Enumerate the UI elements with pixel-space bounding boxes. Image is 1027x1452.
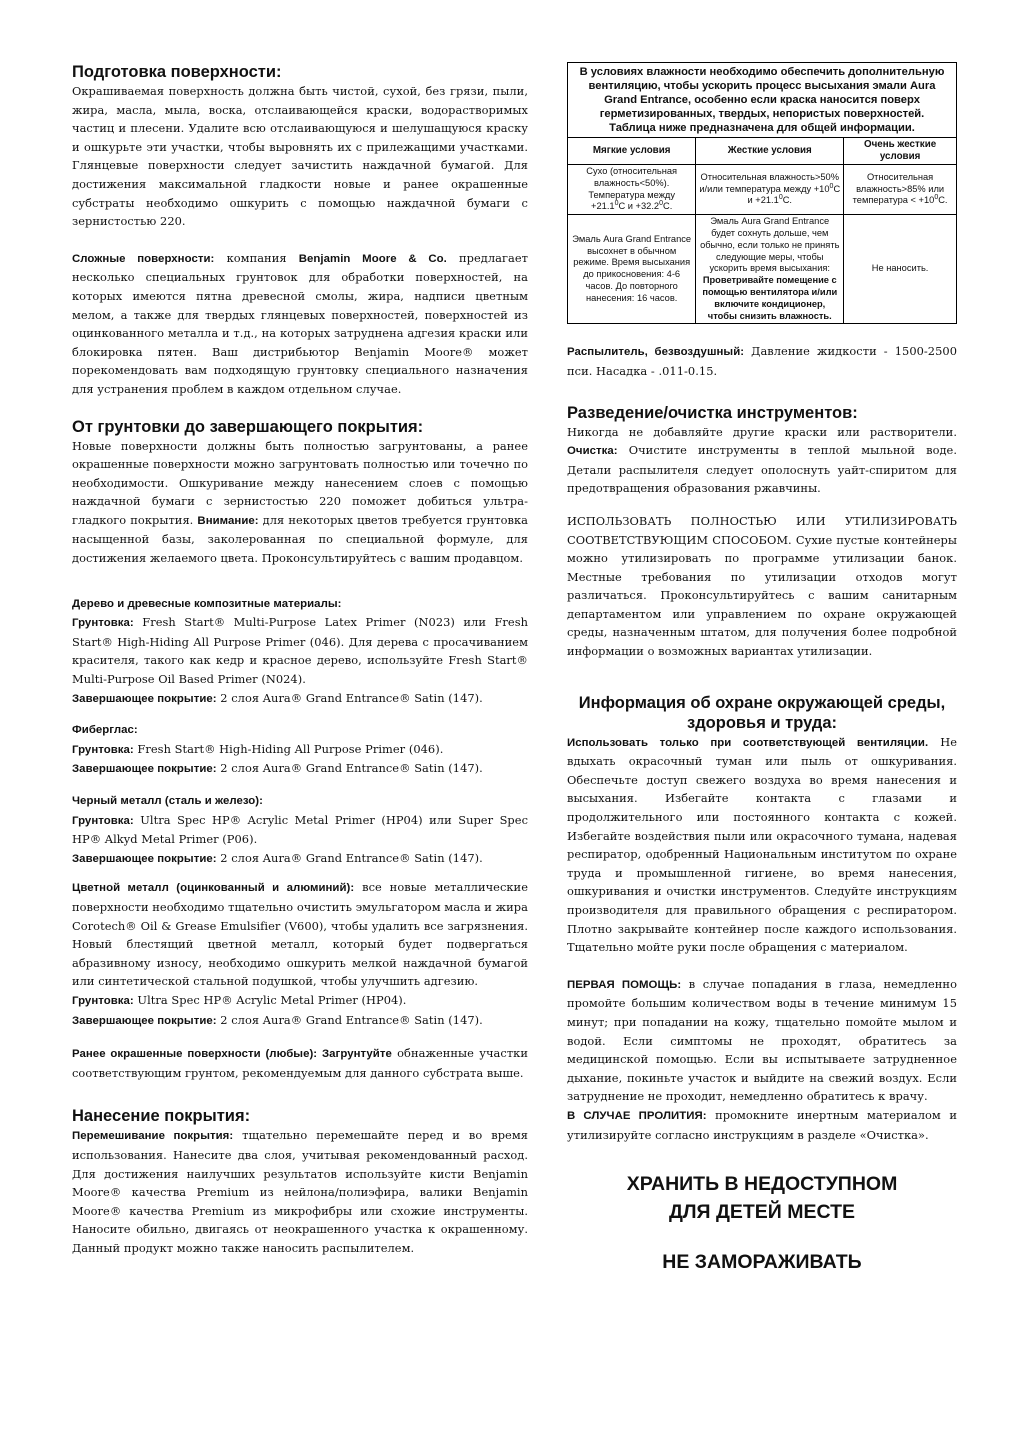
col-mild: Мягкие условия bbox=[568, 138, 696, 165]
wood-primer-label: Грунтовка: bbox=[72, 617, 134, 630]
right-column bbox=[567, 62, 957, 1276]
black-metal-heading bbox=[72, 791, 528, 811]
cell-mild-result: Эмаль Aura Grand Entrance высохнет в обычном режиме. Время высыхания до прикосновения: 4-6 часов. До повторного нанесения: 16 часов. bbox=[568, 215, 696, 324]
cell-text: С. bbox=[938, 195, 948, 206]
primer-to-finish-text-b: для некоторых цветов требуется грунтовка насыщенной базы, заколерованная по специальной формуле, для достижения желаемого цвета. Проконсультируйтесь с вашим продавцом. bbox=[72, 512, 528, 566]
degree-mark: 0 bbox=[829, 182, 834, 190]
do-not-freeze: НЕ ЗАМОРАЖИВАТЬ bbox=[662, 1251, 862, 1274]
col-harsh: Жесткие условия bbox=[696, 138, 844, 165]
application-text: тщательно перемешайте перед и во время использования. Нанесите два слоя, учитывая рекомендованный расход. Для достижения наилучших результатов используйте кисти Benjamin Moore® качества Premium из нейлона/полиэфира, валики Benjamin Moore® качества Premium из микрофибры или схожие инструменты. Наносите обильно, двигаясь от неокрашенного участка к окрашенному. Данный продукт можно также наносить распылителем. bbox=[72, 1128, 528, 1255]
section-first-aid bbox=[567, 975, 957, 1144]
previously-painted-paragraph bbox=[72, 1044, 528, 1082]
company-name: Benjamin Moore & Co. bbox=[298, 252, 447, 265]
color-metal-finish-label: Завершающее покрытие: bbox=[72, 1014, 217, 1027]
previously-painted-text: обнаженные участки соответствующим грунтом, рекомендуемым для данного субстрата выше. bbox=[72, 1046, 528, 1080]
previously-painted-bold: Загрунтуйте bbox=[317, 1048, 392, 1061]
cleanup-heading: Разведение/очистка инструментов: bbox=[567, 403, 858, 422]
cell-bold-text: Проветривайте помещение с помощью вентилятора и/или включите кондиционер, чтобы снизить влажность. bbox=[702, 275, 838, 321]
primer-to-finish-heading: От грунтовки до завершающего покрытия: bbox=[72, 417, 424, 436]
left-column bbox=[72, 62, 528, 1257]
surface-prep-text: Окрашиваемая поверхность должна быть чистой, сухой, без грязи, пыли, жира, масла, мыла, воска, отслаивающейся краски, водорастворимых частиц и плесени. Удалите всю отслаивающуюся и шелушащуюся краску и ошкурьте эти участки, чтобы выровнять их с прилежащими участками. Глянцевые поверхности следует зачистить наждачной бумагой. Для достижения максимальной гладкости новые и ранее окрашенные субстраты необходимо ошкурить с помощью наждачной бумаги с зернистостью 220. bbox=[72, 84, 528, 229]
warning-block bbox=[567, 1170, 957, 1276]
section-disposal bbox=[567, 512, 957, 661]
first-aid-text: в случае попадания в глаза, немедленно промойте большим количеством воды в течение минимум 15 минут; при попадании на кожу, тщательно помойте мылом и водой. Если симптомы не проходят, обратитесь за медицинской помощью. Если вы испытываете затрудненное дыхание, покиньте участок и выйдите на свежий воздух. Если затруднение не проходит, немедленно обратитесь к врачу. bbox=[567, 976, 957, 1104]
cell-mild-conditions bbox=[568, 165, 696, 215]
color-metal-finish-text: 2 слоя Aura® Grand Entrance® Satin (147). bbox=[216, 1012, 483, 1027]
degree-mark: 0 bbox=[659, 200, 663, 208]
environment-heading: Информация об охране окружающей среды, здоровья и труда: bbox=[578, 693, 946, 732]
ventilation-label: Использовать только при соответствующей вентиляции. bbox=[567, 736, 929, 749]
disposal-text: ИСПОЛЬЗОВАТЬ ПОЛНОСТЬЮ ИЛИ УТИЛИЗИРОВАТЬ СООТВЕТСТВУЮЩИМ СПОСОБОМ. Сухие пустые контейнеры можно утилизировать по программе утилизации банок. Местные требования по утилизации отходов могут различаться. Проконсультируйтесь с вашим санитарным департаментом или управлением по охране окружающей среды, назначенным штатом, для получения более подробной информации о возможных вариантах утилизации. bbox=[567, 513, 957, 659]
wood-primer-text: Fresh Start® Multi-Purpose Latex Primer (N023) или Fresh Start® High-Hiding All Purpose Primer (046). Для дерева с просачиванием красителя, такого как кедр и красное дерево, используйте Fresh Start® Multi-Purpose Oil Based Primer (N024). bbox=[72, 615, 528, 687]
table-header-note: В условиях влажности необходимо обеспечить дополнительную вентиляцию, чтобы ускорить процесс высыхания эмали Aura Grand Entrance, особенно если краска наносится поверх герметизированных, твердых, непористых поверхностей. Таблица ниже предназначена для общей информации. bbox=[568, 63, 957, 138]
spill-label: В СЛУЧАЕ ПРОЛИТИЯ: bbox=[567, 1109, 707, 1122]
color-metal-title: Цветной металл (оцинкованный и алюминий): bbox=[72, 882, 355, 895]
fiberglass-title: Фиберглас: bbox=[72, 724, 138, 737]
section-color-metal bbox=[72, 878, 528, 1030]
table-column-headers bbox=[568, 138, 957, 165]
cell-text: С и +21.1 bbox=[747, 183, 841, 206]
section-surface-prep bbox=[72, 62, 528, 231]
color-metal-paragraph bbox=[72, 878, 528, 991]
primer-to-finish-paragraph bbox=[72, 437, 528, 568]
cell-very-harsh-conditions bbox=[844, 165, 957, 215]
wood-finish bbox=[72, 689, 528, 709]
cell-harsh-result bbox=[696, 215, 844, 324]
application-paragraph bbox=[72, 1126, 528, 1257]
black-metal-title: Черный металл (сталь и железо): bbox=[72, 795, 263, 807]
color-metal-primer-label: Грунтовка: bbox=[72, 994, 134, 1007]
color-metal-primer-text: Ultra Spec HP® Acrylic Metal Primer (HP04). bbox=[133, 992, 407, 1007]
black-metal-finish-text: 2 слоя Aura® Grand Entrance® Satin (147). bbox=[216, 850, 483, 865]
section-wood bbox=[72, 594, 528, 709]
humidity-table bbox=[567, 62, 957, 324]
environment-text: Не вдыхать окрасочный туман или пыль от ошкуривания. Обеспечьте доступ свежего воздуха во время нанесения и высыхания. Избегайте контакта с глазами и продолжительного или постоянного контакта с кожей. Избегайте воздействия пыли или окрасочного тумана, надевая респиратор, одобренный Национальным институтом по охране труда и промышленной гигиене, во время нанесения, ошкуривания и очистки инструментов. Следуйте инструкциям производителя для правильного обращения с респиратором. Плотно закрывайте контейнер после каждого использования. Тщательно мойте руки после обращения с материалом. bbox=[567, 734, 957, 955]
spill-paragraph bbox=[567, 1106, 957, 1144]
degree-mark: 0 bbox=[934, 194, 939, 202]
section-primer-to-finish bbox=[72, 417, 528, 568]
table-header-row bbox=[568, 63, 957, 138]
sprayer-label: Распылитель, безвоздушный: bbox=[567, 346, 745, 359]
fiberglass-finish bbox=[72, 759, 528, 779]
mixing-label: Перемешивание покрытия: bbox=[72, 1130, 234, 1143]
first-aid-paragraph bbox=[567, 975, 957, 1106]
spill-text: промокните инертным материалом и утилизируйте согласно инструкциям в разделе «Очистка». bbox=[567, 1107, 957, 1142]
fiberglass-primer-label: Грунтовка: bbox=[72, 743, 134, 756]
cell-text: Эмаль Aura Grand Entrance будет сохнуть дольше, чем обычно, если только не принять следующие меры, чтобы ускорить время высыхания: bbox=[700, 216, 840, 274]
wood-finish-text: 2 слоя Aura® Grand Entrance® Satin (147). bbox=[216, 690, 483, 705]
color-metal-primer bbox=[72, 991, 528, 1011]
degree-mark: 0 bbox=[614, 200, 619, 208]
cell-text: Сухо (относительная влажность<50%). Температура между +21.1 bbox=[586, 166, 678, 212]
section-previously-painted bbox=[72, 1044, 528, 1082]
section-cleanup bbox=[567, 403, 957, 498]
wood-title: Дерево и древесные композитные материалы: bbox=[72, 597, 342, 610]
black-metal-finish-label: Завершающее покрытие: bbox=[72, 852, 217, 865]
col-very-harsh: Очень жесткие условия bbox=[844, 138, 957, 165]
cell-text: С. bbox=[782, 195, 793, 206]
section-application bbox=[72, 1106, 528, 1257]
table-row bbox=[568, 165, 957, 215]
black-metal-primer-text: Ultra Spec HP® Acrylic Metal Primer (HP04) или Super Spec HP® Alkyd Metal Primer (P06). bbox=[72, 812, 528, 847]
fiberglass-primer-text: Fresh Start® High-Hiding All Purpose Primer (046). bbox=[133, 741, 444, 756]
cell-text: Относительная влажность>85% или температура < +10 bbox=[852, 171, 945, 206]
color-metal-finish bbox=[72, 1011, 528, 1031]
surface-prep-heading: Подготовка поверхности: bbox=[72, 63, 282, 81]
cell-very-harsh-result: Не наносить. bbox=[844, 215, 957, 324]
fiberglass-heading bbox=[72, 720, 528, 740]
cell-text: Относительная влажность>50% и/или температура между +10 bbox=[699, 171, 839, 194]
primer-to-finish-text-a: Новые поверхности должны быть полностью загрунтованы, а ранее окрашенные поверхности можно загрунтовать полностью или точечно по необходимости. Ошкуривание между нанесением слоев с помощью наждачной бумаги с зернистостью 220 поможет добиться ультра-гладкого покрытия. bbox=[72, 438, 528, 527]
cleanup-paragraph bbox=[567, 423, 957, 498]
section-fiberglass bbox=[72, 720, 528, 779]
degree-mark: 0 bbox=[778, 194, 783, 202]
sprayer-text: Давление жидкости - 1500-2500 пси. Насадка - .011-0.15. bbox=[567, 344, 958, 378]
complex-surfaces-text-b: предлагает несколько специальных грунтовок для обработки поверхностей, на которых имеются пятна древесной смолы, жира, надписи цветным мелом, а также для твердых глянцевых поверхностей, поверхностей из оцинкованного металла и т.д., на которых затруднена адгезия краски или блокировка пятен. Ваш дистрибьютор Benjamin Moore® может порекомендовать вам подходящую грунтовку специального назначения для устранения проблем в каждом отдельном случае. bbox=[72, 250, 528, 396]
keep-away-from-children: ХРАНИТЬ В НЕДОСТУПНОМ ДЛЯ ДЕТЕЙ МЕСТЕ bbox=[626, 1173, 898, 1224]
cell-text: С и +32.2 bbox=[618, 201, 660, 212]
cleaning-label: Очистка: bbox=[567, 445, 618, 458]
cleanup-text-b: Очистите инструменты в теплой мыльной воде. Детали распылителя следует ополоснуть уайт-спиритом для предотвращения образования ржавчины. bbox=[567, 443, 957, 496]
previously-painted-title: Ранее окрашенные поверхности (любые): bbox=[72, 1048, 318, 1061]
section-complex-surfaces bbox=[72, 249, 528, 399]
cell-harsh-conditions bbox=[696, 165, 844, 215]
section-sprayer bbox=[567, 342, 957, 380]
wood-primer bbox=[72, 613, 528, 688]
wood-finish-label: Завершающее покрытие: bbox=[72, 692, 217, 705]
black-metal-primer-label: Грунтовка: bbox=[72, 814, 134, 827]
fiberglass-finish-text: 2 слоя Aura® Grand Entrance® Satin (147). bbox=[216, 761, 483, 776]
table-row bbox=[568, 215, 957, 324]
attention-label: Внимание: bbox=[197, 514, 259, 527]
cell-text: С. bbox=[663, 201, 673, 212]
application-heading: Нанесение покрытия: bbox=[72, 1107, 251, 1126]
fiberglass-primer bbox=[72, 740, 528, 760]
color-metal-text: все новые металлические поверхности необходимо тщательно очистить эмульгатором масла и жира Corotech® Oil & Grease Emulsifier (V600), чтобы удалить все загрязнения. Новый блестящий цветной металл, который будет подвергаться абразивному износу, необходимо ошкурить мелкой наждачной бумагой или синтетической стальной подушкой, чтобы улучшить адгезию. bbox=[72, 880, 528, 989]
fiberglass-finish-label: Завершающее покрытие: bbox=[72, 763, 217, 776]
wood-heading bbox=[72, 594, 528, 614]
cleanup-text-a: Никогда не добавляйте другие краски или растворители. bbox=[567, 424, 957, 439]
section-black-metal bbox=[72, 791, 528, 868]
complex-surfaces-label: Сложные поверхности: bbox=[72, 252, 215, 265]
complex-surfaces-paragraph bbox=[72, 249, 528, 399]
first-aid-label: ПЕРВАЯ ПОМОЩЬ: bbox=[567, 978, 682, 991]
section-environment bbox=[567, 693, 957, 957]
complex-surfaces-text-a: компания bbox=[214, 250, 299, 265]
environment-paragraph bbox=[567, 733, 957, 957]
sprayer-paragraph bbox=[567, 342, 957, 380]
black-metal-finish bbox=[72, 849, 528, 869]
black-metal-primer bbox=[72, 811, 528, 849]
